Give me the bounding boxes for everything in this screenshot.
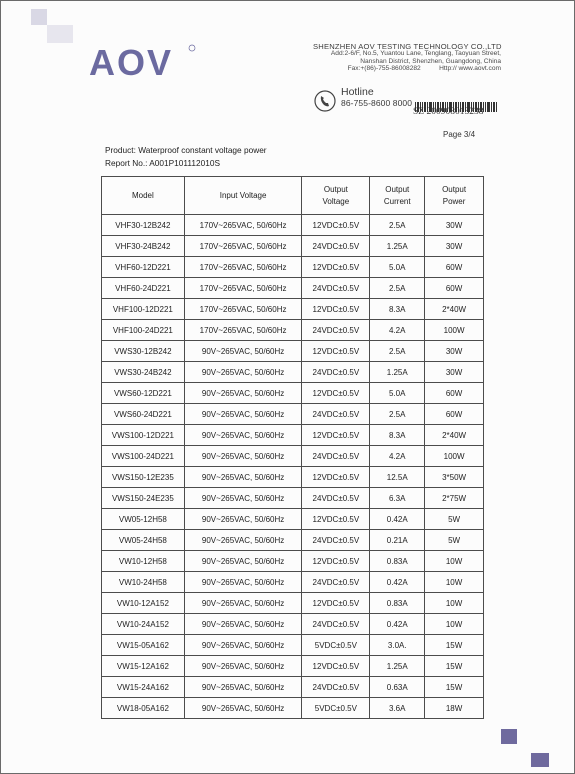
cell-input-voltage: 90V~265VAC, 50/60Hz	[184, 551, 302, 572]
header-model: Model	[102, 177, 185, 215]
cell-output-voltage: 12VDC±0.5V	[302, 593, 370, 614]
cell-input-voltage: 90V~265VAC, 50/60Hz	[184, 341, 302, 362]
cell-input-voltage: 170V~265VAC, 50/60Hz	[184, 257, 302, 278]
cell-output-current: 4.2A	[370, 446, 425, 467]
cell-output-current: 2.5A	[370, 278, 425, 299]
cell-model: VHF60-24D221	[102, 278, 185, 299]
cell-model: VHF100-12D221	[102, 299, 185, 320]
cell-output-voltage: 5VDC±0.5V	[302, 635, 370, 656]
cell-input-voltage: 90V~265VAC, 50/60Hz	[184, 446, 302, 467]
registration-mark-top-left	[31, 9, 47, 25]
cell-output-voltage: 24VDC±0.5V	[302, 236, 370, 257]
cell-output-voltage: 24VDC±0.5V	[302, 488, 370, 509]
table-row	[102, 488, 484, 509]
spec-table	[101, 176, 484, 719]
cell-model: VWS100-12D221	[102, 425, 185, 446]
header-output-voltage: Output Voltage	[302, 177, 370, 215]
table-row	[102, 446, 484, 467]
cell-input-voltage: 90V~265VAC, 50/60Hz	[184, 656, 302, 677]
table-row	[102, 278, 484, 299]
cell-output-power: 30W	[425, 215, 484, 236]
cell-model: VW05-12H58	[102, 509, 185, 530]
cell-output-voltage: 12VDC±0.5V	[302, 656, 370, 677]
cell-model: VW10-12A152	[102, 593, 185, 614]
spec-table-body	[102, 215, 484, 719]
cell-input-voltage: 90V~265VAC, 50/60Hz	[184, 404, 302, 425]
cell-model: VWS60-12D221	[102, 383, 185, 404]
cell-input-voltage: 90V~265VAC, 50/60Hz	[184, 509, 302, 530]
cell-output-current: 2.5A	[370, 215, 425, 236]
cell-input-voltage: 170V~265VAC, 50/60Hz	[184, 299, 302, 320]
cell-model: VWS150-24E235	[102, 488, 185, 509]
cell-model: VW15-24A162	[102, 677, 185, 698]
company-name: SHENZHEN AOV TESTING TECHNOLOGY CO.,LTD	[313, 42, 502, 51]
cell-output-voltage: 24VDC±0.5V	[302, 404, 370, 425]
cell-input-voltage: 170V~265VAC, 50/60Hz	[184, 215, 302, 236]
cell-model: VWS100-24D221	[102, 446, 185, 467]
cell-output-voltage: 24VDC±0.5V	[302, 572, 370, 593]
cell-output-voltage: 24VDC±0.5V	[302, 614, 370, 635]
cell-output-power: 3*50W	[425, 467, 484, 488]
cell-output-voltage: 12VDC±0.5V	[302, 257, 370, 278]
cell-input-voltage: 90V~265VAC, 50/60Hz	[184, 383, 302, 404]
cell-output-current: 0.42A	[370, 509, 425, 530]
cell-output-power: 60W	[425, 278, 484, 299]
hotline	[341, 86, 412, 108]
cell-output-power: 60W	[425, 257, 484, 278]
table-row	[102, 656, 484, 677]
cell-output-power: 60W	[425, 404, 484, 425]
cell-output-voltage: 24VDC±0.5V	[302, 320, 370, 341]
cell-output-current: 3.0A.	[370, 635, 425, 656]
cell-output-power: 10W	[425, 551, 484, 572]
barcode-number: SZ 200908013238	[413, 107, 484, 117]
cell-output-current: 8.3A	[370, 425, 425, 446]
cell-output-current: 0.83A	[370, 551, 425, 572]
cell-output-current: 5.0A	[370, 257, 425, 278]
cell-output-voltage: 24VDC±0.5V	[302, 677, 370, 698]
cell-input-voltage: 90V~265VAC, 50/60Hz	[184, 698, 302, 719]
table-row	[102, 404, 484, 425]
cell-model: VWS30-12B242	[102, 341, 185, 362]
cell-output-current: 12.5A	[370, 467, 425, 488]
cell-output-power: 5W	[425, 530, 484, 551]
hotline-label: Hotline	[341, 86, 374, 98]
table-row	[102, 425, 484, 446]
cell-model: VW15-12A162	[102, 656, 185, 677]
cell-model: VHF60-12D221	[102, 257, 185, 278]
fax: Fax:+(86)-755-86008282	[347, 65, 421, 73]
cell-input-voltage: 90V~265VAC, 50/60Hz	[184, 593, 302, 614]
cell-input-voltage: 90V~265VAC, 50/60Hz	[184, 614, 302, 635]
table-row	[102, 257, 484, 278]
website: Http:// www.aovt.com	[439, 65, 501, 73]
cell-output-current: 1.25A	[370, 362, 425, 383]
table-row	[102, 467, 484, 488]
cell-output-power: 15W	[425, 635, 484, 656]
table-row	[102, 299, 484, 320]
cell-model: VWS30-24B242	[102, 362, 185, 383]
table-row	[102, 572, 484, 593]
cell-model: VW18-05A162	[102, 698, 185, 719]
table-row	[102, 593, 484, 614]
table-header-row	[102, 177, 484, 215]
table-row	[102, 614, 484, 635]
phone-icon	[314, 90, 336, 112]
cell-output-current: 4.2A	[370, 320, 425, 341]
cell-output-current: 1.25A	[370, 236, 425, 257]
cell-output-voltage: 12VDC±0.5V	[302, 299, 370, 320]
product-line: Product: Waterproof constant voltage power	[105, 145, 267, 155]
cell-output-voltage: 5VDC±0.5V	[302, 698, 370, 719]
cell-input-voltage: 90V~265VAC, 50/60Hz	[184, 635, 302, 656]
address-line-2: Nanshan District, Shenzhen, Guangdong, China	[360, 57, 501, 65]
cell-output-voltage: 12VDC±0.5V	[302, 467, 370, 488]
cell-output-voltage: 12VDC±0.5V	[302, 341, 370, 362]
scan-smudge	[47, 25, 73, 43]
cell-output-power: 15W	[425, 656, 484, 677]
cell-model: VWS60-24D221	[102, 404, 185, 425]
cell-model: VW15-05A162	[102, 635, 185, 656]
address-line-1: Add:2-6/F, No.5, Yuantou Lane, Tenglang, Taoyuan Street,	[330, 50, 501, 58]
header-output-current: Output Current	[370, 177, 425, 215]
cell-input-voltage: 90V~265VAC, 50/60Hz	[184, 488, 302, 509]
contact-line	[313, 65, 501, 72]
cell-input-voltage: 170V~265VAC, 50/60Hz	[184, 278, 302, 299]
cell-output-current: 6.3A	[370, 488, 425, 509]
cell-output-voltage: 12VDC±0.5V	[302, 383, 370, 404]
cell-output-power: 18W	[425, 698, 484, 719]
table-row	[102, 341, 484, 362]
report-info	[105, 144, 267, 170]
table-row	[102, 383, 484, 404]
cell-model: VHF30-24B242	[102, 236, 185, 257]
registration-mark-bottom-1	[501, 729, 517, 744]
cell-input-voltage: 90V~265VAC, 50/60Hz	[184, 572, 302, 593]
cell-output-current: 0.83A	[370, 593, 425, 614]
cell-output-voltage: 24VDC±0.5V	[302, 446, 370, 467]
cell-output-power: 60W	[425, 383, 484, 404]
cell-output-power: 10W	[425, 614, 484, 635]
cell-input-voltage: 170V~265VAC, 50/60Hz	[184, 236, 302, 257]
logo-text: AOV	[89, 42, 174, 81]
cell-output-current: 3.6A	[370, 698, 425, 719]
cell-output-power: 2*40W	[425, 299, 484, 320]
table-row	[102, 509, 484, 530]
table-row	[102, 551, 484, 572]
cell-output-current: 0.21A	[370, 530, 425, 551]
cell-model: VW05-24H58	[102, 530, 185, 551]
registration-mark-bottom-2	[531, 753, 549, 767]
company-logo	[89, 41, 199, 81]
table-row	[102, 236, 484, 257]
cell-model: VW10-24A152	[102, 614, 185, 635]
company-info	[313, 43, 501, 73]
cell-output-power: 2*75W	[425, 488, 484, 509]
table-row	[102, 215, 484, 236]
cell-output-power: 2*40W	[425, 425, 484, 446]
table-row	[102, 530, 484, 551]
hotline-number: 86-755-8600 8000	[341, 98, 413, 108]
cell-model: VHF30-12B242	[102, 215, 185, 236]
cell-model: VHF100-24D221	[102, 320, 185, 341]
cell-output-voltage: 24VDC±0.5V	[302, 530, 370, 551]
cell-model: VW10-24H58	[102, 572, 185, 593]
cell-output-current: 8.3A	[370, 299, 425, 320]
cell-output-power: 10W	[425, 593, 484, 614]
cell-output-voltage: 24VDC±0.5V	[302, 362, 370, 383]
table-row	[102, 677, 484, 698]
cell-output-voltage: 24VDC±0.5V	[302, 278, 370, 299]
header-input-voltage: Input Voltage	[184, 177, 302, 215]
cell-model: VW10-12H58	[102, 551, 185, 572]
header-output-power: Output Power	[425, 177, 484, 215]
cell-output-current: 2.5A	[370, 404, 425, 425]
cell-input-voltage: 90V~265VAC, 50/60Hz	[184, 425, 302, 446]
cell-output-voltage: 12VDC±0.5V	[302, 215, 370, 236]
cell-input-voltage: 170V~265VAC, 50/60Hz	[184, 320, 302, 341]
cell-output-power: 5W	[425, 509, 484, 530]
cell-output-voltage: 12VDC±0.5V	[302, 425, 370, 446]
page-number: Page 3/4	[443, 130, 476, 139]
cell-output-current: 0.63A	[370, 677, 425, 698]
cell-output-power: 100W	[425, 320, 484, 341]
cell-model: VWS150-12E235	[102, 467, 185, 488]
cell-input-voltage: 90V~265VAC, 50/60Hz	[184, 467, 302, 488]
cell-output-power: 15W	[425, 677, 484, 698]
cell-output-power: 30W	[425, 236, 484, 257]
report-number: Report No.: A001P101112010S	[105, 158, 221, 168]
cell-output-power: 30W	[425, 362, 484, 383]
cell-output-current: 1.25A	[370, 656, 425, 677]
cell-output-power: 10W	[425, 572, 484, 593]
cell-output-current: 0.42A	[370, 614, 425, 635]
table-row	[102, 635, 484, 656]
cell-input-voltage: 90V~265VAC, 50/60Hz	[184, 362, 302, 383]
table-row	[102, 320, 484, 341]
table-row	[102, 698, 484, 719]
cell-output-power: 30W	[425, 341, 484, 362]
cell-output-voltage: 12VDC±0.5V	[302, 509, 370, 530]
cell-output-current: 2.5A	[370, 341, 425, 362]
cell-output-current: 5.0A	[370, 383, 425, 404]
cell-output-current: 0.42A	[370, 572, 425, 593]
cell-output-power: 100W	[425, 446, 484, 467]
cell-input-voltage: 90V~265VAC, 50/60Hz	[184, 677, 302, 698]
cell-input-voltage: 90V~265VAC, 50/60Hz	[184, 530, 302, 551]
table-row	[102, 362, 484, 383]
cell-output-voltage: 12VDC±0.5V	[302, 551, 370, 572]
